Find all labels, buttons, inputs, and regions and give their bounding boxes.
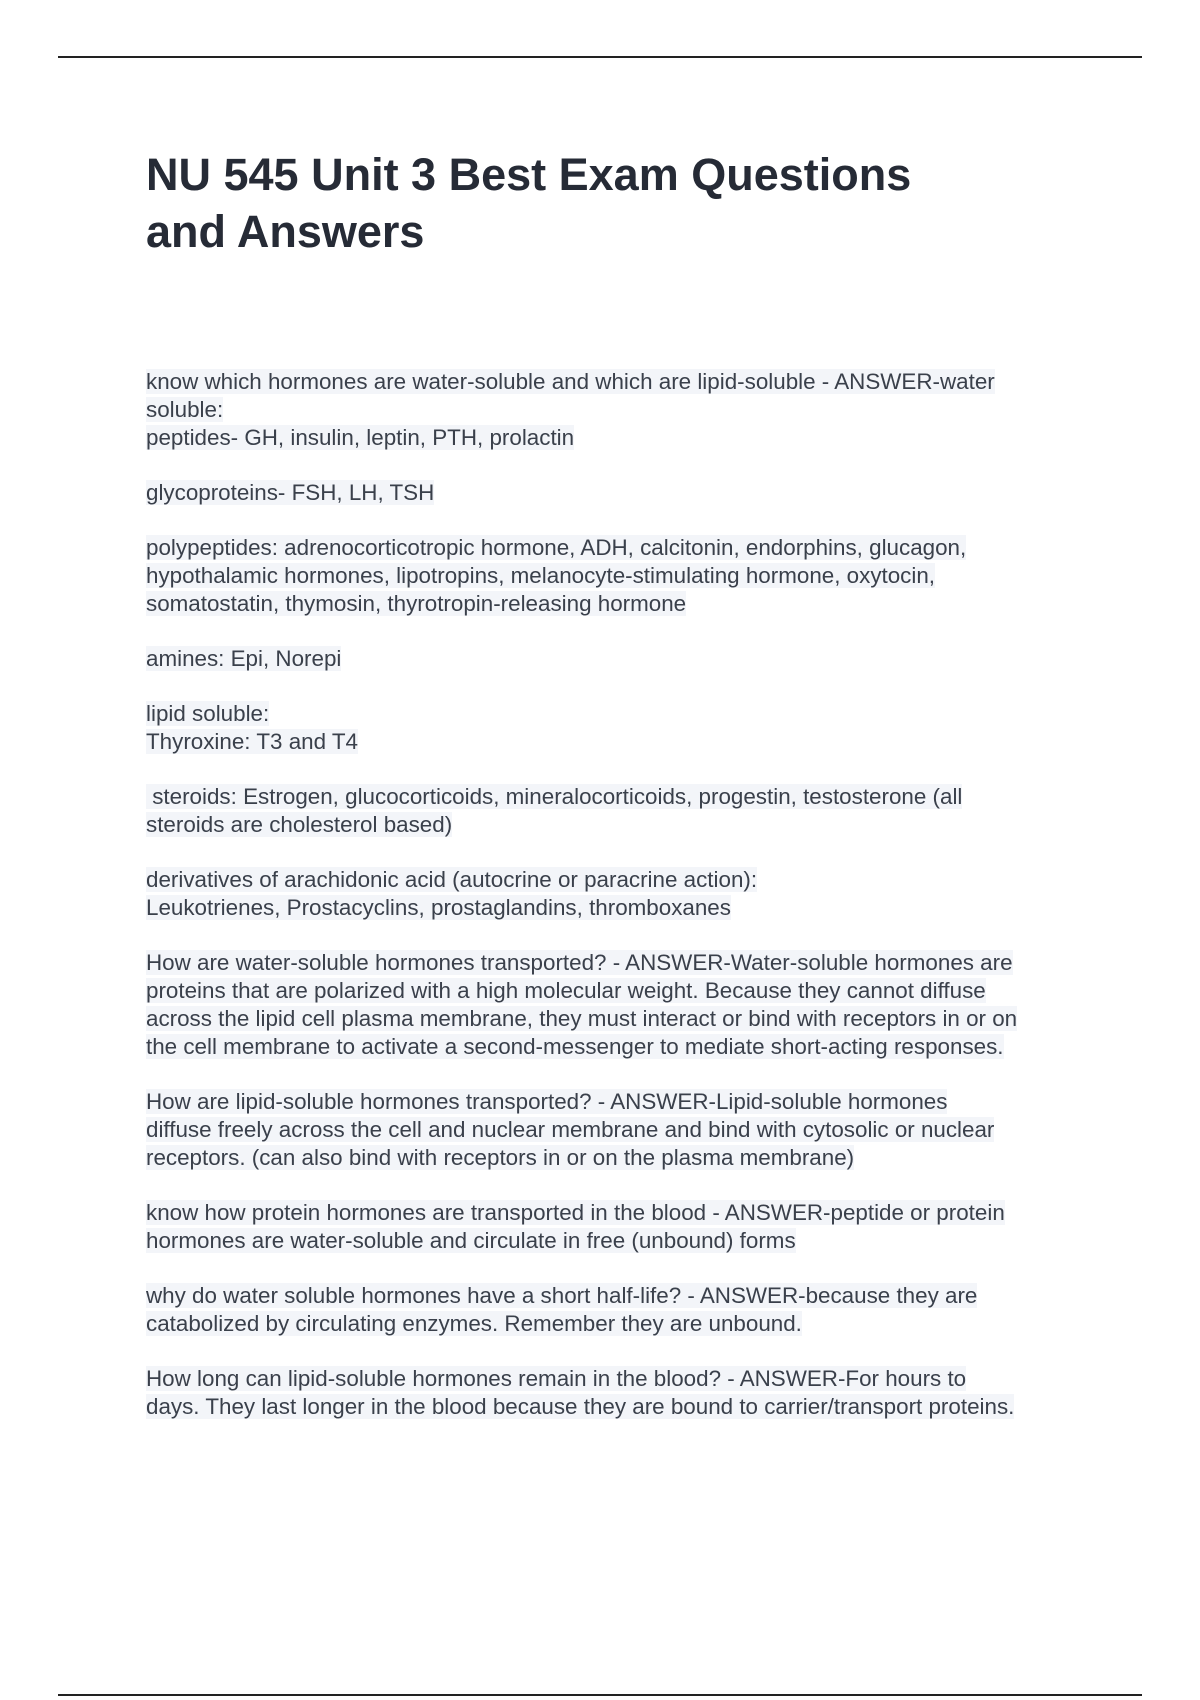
text-line: hormones are water-soluble and circulate in free (unbound) forms xyxy=(146,1228,796,1253)
text-line: receptors. (can also bind with receptors in or on the plasma membrane) xyxy=(146,1145,855,1170)
qa-paragraph xyxy=(146,1199,1146,1255)
text-line: catabolized by circulating enzymes. Remember they are unbound. xyxy=(146,1311,802,1336)
text-line: How are water-soluble hormones transported? - ANSWER-Water-soluble hormones are xyxy=(146,950,1013,975)
text-line: hypothalamic hormones, lipotropins, melanocyte-stimulating hormone, oxytocin, xyxy=(146,563,936,588)
bottom-rule xyxy=(58,1694,1142,1696)
text-line: glycoproteins- FSH, LH, TSH xyxy=(146,480,435,505)
text-line: know which hormones are water-soluble and which are lipid-soluble - ANSWER-water xyxy=(146,369,995,394)
text-line: across the lipid cell plasma membrane, they must interact or bind with receptors in or on xyxy=(146,1006,1018,1031)
qa-paragraph xyxy=(146,645,1146,673)
qa-paragraph xyxy=(146,534,1146,618)
title-line: and Answers xyxy=(146,206,425,257)
text-line: How are lipid-soluble hormones transported? - ANSWER-Lipid-soluble hormones xyxy=(146,1089,948,1114)
text-line: know how protein hormones are transported in the blood - ANSWER-peptide or protein xyxy=(146,1200,1005,1225)
qa-paragraph xyxy=(146,1088,1146,1172)
text-line: peptides- GH, insulin, leptin, PTH, prolactin xyxy=(146,425,575,450)
text-line: Leukotrienes, Prostacyclins, prostaglandins, thromboxanes xyxy=(146,895,731,920)
text-line: amines: Epi, Norepi xyxy=(146,646,342,671)
qa-paragraph xyxy=(146,479,1146,507)
title-line: NU 545 Unit 3 Best Exam Questions xyxy=(146,149,912,200)
qa-paragraph xyxy=(146,949,1146,1061)
text-line: soluble: xyxy=(146,397,224,422)
qa-paragraph xyxy=(146,783,1146,839)
text-line: proteins that are polarized with a high molecular weight. Because they cannot diffuse xyxy=(146,978,986,1003)
text-line: lipid soluble: xyxy=(146,701,270,726)
text-line: the cell membrane to activate a second-messenger to mediate short-acting responses. xyxy=(146,1034,1004,1059)
text-line: why do water soluble hormones have a short half-life? - ANSWER-because they are xyxy=(146,1283,978,1308)
text-line: How long can lipid-soluble hormones remain in the blood? - ANSWER-For hours to xyxy=(146,1366,967,1391)
qa-paragraph xyxy=(146,866,1146,922)
qa-paragraph xyxy=(146,700,1146,756)
text-line: somatostatin, thymosin, thyrotropin-releasing hormone xyxy=(146,591,687,616)
text-line: derivatives of arachidonic acid (autocrine or paracrine action): xyxy=(146,867,758,892)
text-line: days. They last longer in the blood because they are bound to carrier/transport proteins. xyxy=(146,1394,1015,1419)
qa-paragraph xyxy=(146,1365,1146,1421)
text-line: diffuse freely across the cell and nuclear membrane and bind with cytosolic or nuclear xyxy=(146,1117,995,1142)
text-line: steroids: Estrogen, glucocorticoids, mineralocorticoids, progestin, testosterone (all xyxy=(146,784,963,809)
qa-paragraph xyxy=(146,1282,1146,1338)
qa-content xyxy=(146,368,1146,1448)
page-title xyxy=(146,146,1046,260)
text-line: Thyroxine: T3 and T4 xyxy=(146,729,359,754)
top-rule xyxy=(58,56,1142,58)
qa-paragraph xyxy=(146,368,1146,452)
text-line: polypeptides: adrenocorticotropic hormone, ADH, calcitonin, endorphins, glucagon, xyxy=(146,535,967,560)
text-line: steroids are cholesterol based) xyxy=(146,812,453,837)
